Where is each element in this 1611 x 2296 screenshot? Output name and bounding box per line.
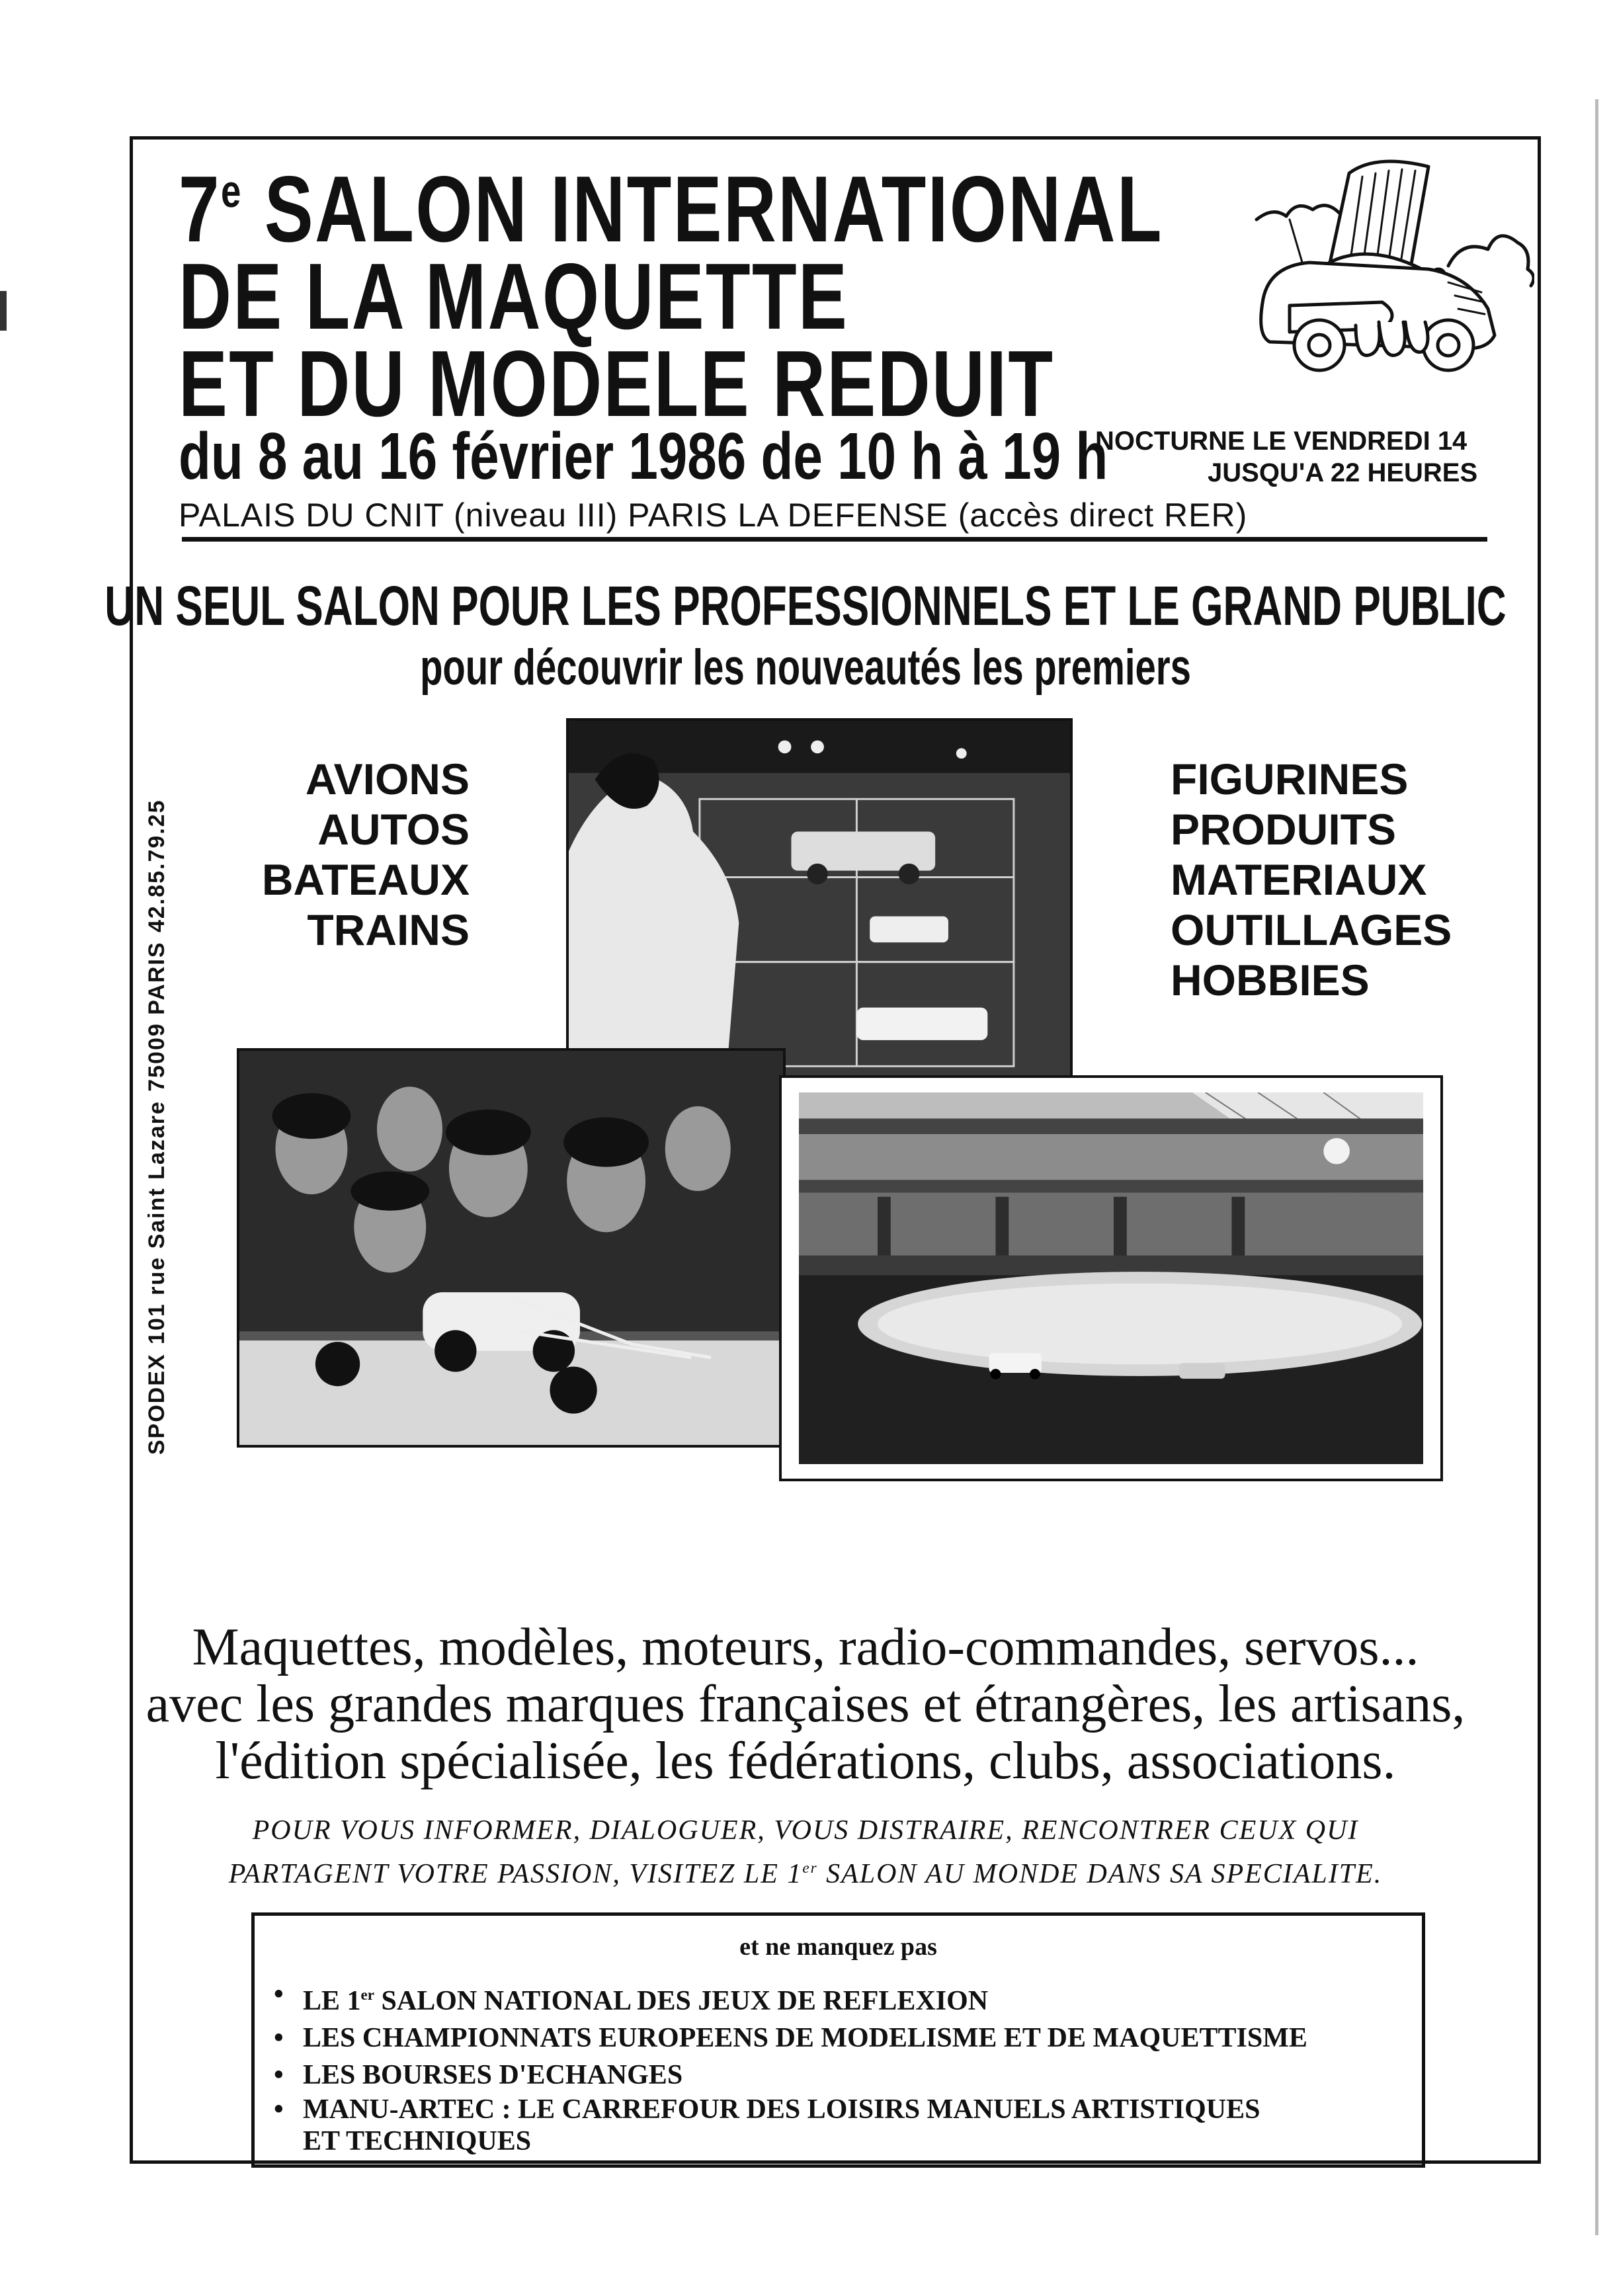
bullet: •: [274, 1979, 284, 2010]
venue: PALAIS DU CNIT (niveau III) PARIS LA DEFENSE (accès direct RER): [179, 497, 1248, 534]
categories-right: [1171, 754, 1452, 1005]
category-item: HOBBIES: [1171, 956, 1370, 1004]
photo-visitors-crowd: [237, 1048, 786, 1448]
nocturne-line-2: JUSQU'A 22 HEURES: [1208, 458, 1478, 487]
photo-racetrack: [779, 1075, 1443, 1481]
headline: UN SEUL SALON POUR LES PROFESSIONNELS ET LE GRAND PUBLIC: [104, 575, 1507, 637]
photo-display-cases: [566, 718, 1073, 1085]
subheadline: pour découvrir les nouveautés les premiers: [420, 639, 1191, 696]
organizer-name: SPODEX: [144, 1353, 169, 1455]
category-item: FIGURINES: [1171, 755, 1409, 803]
scan-edge-line: [1595, 99, 1598, 2235]
bullet: •: [274, 2060, 284, 2090]
scan-edge-mark: [0, 291, 7, 331]
organizer-sidebar: [144, 799, 184, 1455]
hand-car-illustration: [1250, 147, 1534, 405]
nocturne-line-1: NOCTURNE LE VENDREDI 14: [1095, 427, 1467, 456]
list-item: • LES BOURSES D'ECHANGES: [274, 2057, 1411, 2094]
category-item: AUTOS: [317, 805, 470, 854]
title-superscript: e: [220, 165, 243, 217]
category-item: MATERIAUX: [1171, 855, 1427, 904]
description-line: l'édition spécialisée, les fédérations, clubs, associations.: [215, 1732, 1396, 1790]
divider: [182, 537, 1487, 542]
highlights-title: et ne manquez pas: [739, 1933, 937, 1961]
bullet: •: [274, 2094, 284, 2125]
category-item: AVIONS: [305, 755, 470, 803]
list-item: • LE 1er SALON NATIONAL DES JEUX DE REFLEXION: [274, 1976, 1411, 2020]
bullet: •: [274, 2023, 284, 2053]
description: [0, 1619, 1611, 1789]
category-item: PRODUITS: [1171, 805, 1397, 854]
title-line-2: DE LA MAQUETTE: [179, 244, 849, 349]
description-line: avec les grandes marques françaises et étrangères, les artisans,: [145, 1675, 1466, 1733]
organizer-address: 101 rue Saint Lazare: [144, 1100, 169, 1344]
categories-left: [225, 754, 470, 955]
invitation-text: [0, 1812, 1611, 1893]
invitation-line-1: POUR VOUS INFORMER, DIALOGUER, VOUS DISTRAIRE, RENCONTRER CEUX QUI: [252, 1815, 1359, 1846]
event-dates: du 8 au 16 février 1986 de 10 h à 19 h: [179, 419, 1108, 493]
category-item: OUTILLAGES: [1171, 905, 1452, 954]
category-item: BATEAUX: [261, 855, 470, 904]
category-item: TRAINS: [307, 905, 470, 954]
title-line-3: ET DU MODELE REDUIT: [179, 331, 1055, 436]
invitation-line-2: PARTAGENT VOTRE PASSION, VISITEZ LE 1er SALON AU MONDE DANS SA SPECIALITE.: [228, 1859, 1383, 1889]
title-line-1: 7e SALON INTERNATIONAL: [179, 157, 1163, 262]
organizer-city: 75009 PARIS: [144, 941, 169, 1092]
description-line: Maquettes, modèles, moteurs, radio-commandes, servos...: [192, 1618, 1419, 1676]
highlights-list: [274, 1976, 1411, 2157]
organizer-phone: 42.85.79.25: [144, 799, 169, 933]
list-item: • LES CHAMPIONNATS EUROPEENS DE MODELISME ET DE MAQUETTISME: [274, 2020, 1411, 2057]
list-item: • MANU-ARTEC : LE CARREFOUR DES LOISIRS MANUELS ARTISTIQUES ET TECHNIQUES: [274, 2094, 1260, 2156]
